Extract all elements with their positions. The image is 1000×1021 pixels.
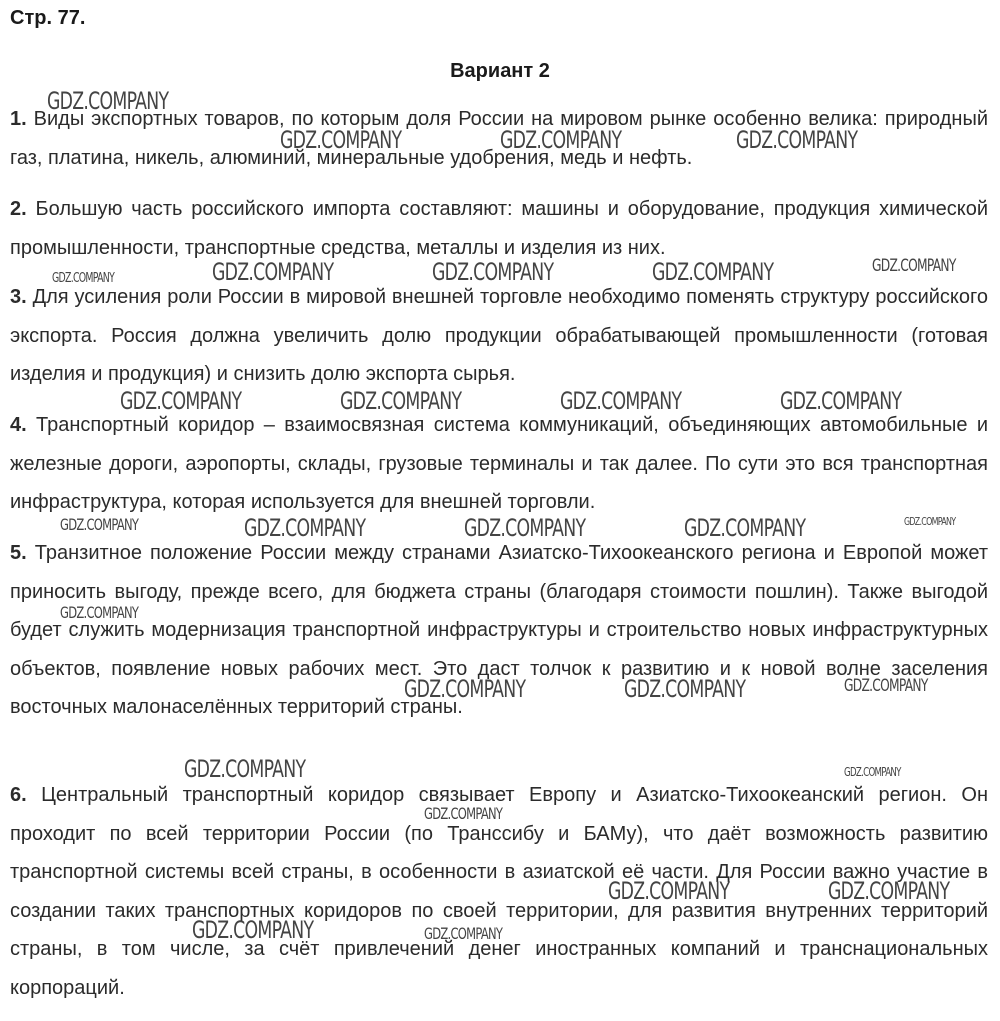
watermark: GDZ.COMPANY (424, 804, 503, 823)
answer-text: Транспортный коридор – взаимосвязная система коммуникаций, объединяющих автомобильные и железные дороги, аэропорты, склады, грузовые терминалы и так далее. По сути это вся транспортная инфраструктура, которая используется для внешней торговли. (10, 414, 988, 514)
watermark: GDZ.COMPANY (184, 755, 306, 783)
answer-number: 6. (10, 784, 27, 806)
page-label: Стр. 77. (10, 7, 86, 29)
watermark: GDZ.COMPANY (624, 675, 746, 703)
watermark: GDZ.COMPANY (404, 675, 526, 703)
watermark: GDZ.COMPANY (828, 877, 950, 905)
answer-3 (10, 278, 988, 394)
variant-title: Вариант 2 (450, 60, 550, 82)
watermark: GDZ.COMPANY (844, 676, 928, 696)
answer-4 (10, 406, 988, 522)
answer-text: Для усиления роли России в мировой внешней торговле необходимо поменять структуру российского экспорта. Россия должна увеличить долю продукции обрабатывающей промышленности (готовая изделия и продукция) и снизить долю экспорта сырья. (10, 286, 988, 386)
watermark: GDZ.COMPANY (280, 126, 402, 154)
watermark: GDZ.COMPANY (500, 126, 622, 154)
watermark: GDZ.COMPANY (52, 271, 115, 286)
watermark: GDZ.COMPANY (47, 87, 169, 115)
watermark: GDZ.COMPANY (432, 258, 554, 286)
watermark: GDZ.COMPANY (684, 514, 806, 542)
answer-text: Транзитное положение России между странами Азиатско-Тихоокеанского региона и Европой может приносить выгоду, прежде всего, для бюджета страны (благодаря стоимости пошлин). Также выгодой будет служить модернизация транспортной инфраструктуры и строительство новых инфраструктурных объектов, появление новых рабочих мест. Это даст толчок к развитию и к новой волне заселения восточных малонаселённых территорий страны. (10, 542, 988, 719)
watermark: GDZ.COMPANY (904, 515, 956, 528)
watermark: GDZ.COMPANY (244, 514, 366, 542)
watermark: GDZ.COMPANY (340, 387, 462, 415)
watermark: GDZ.COMPANY (120, 387, 242, 415)
watermark: GDZ.COMPANY (60, 515, 139, 534)
answer-number: 3. (10, 286, 27, 308)
watermark: GDZ.COMPANY (424, 924, 503, 943)
answer-6 (10, 776, 988, 1008)
watermark: GDZ.COMPANY (60, 603, 139, 622)
watermark: GDZ.COMPANY (844, 765, 901, 779)
watermark: GDZ.COMPANY (464, 514, 586, 542)
answer-number: 1. (10, 108, 27, 130)
watermark: GDZ.COMPANY (736, 126, 858, 154)
answer-2 (10, 190, 988, 267)
answer-text: Центральный транспортный коридор связывает Европу и Азиатско-Тихоокеанский регион. Он проходит по всей территории России (по Транссибу и БАМу), что даёт возможность развитию транспортной системы всей страны, в особенности в азиатской её части. Для России важно участие в создании таких транспортных коридоров по своей территории, для развития внутренних территорий страны, в том числе, за счёт привлечений денег иностранных компаний и транснациональных корпораций. (10, 784, 988, 999)
watermark: GDZ.COMPANY (872, 256, 956, 276)
answer-1 (10, 100, 988, 177)
answer-number: 4. (10, 414, 27, 436)
answer-number: 2. (10, 198, 27, 220)
answer-number: 5. (10, 542, 27, 564)
answer-text: Большую часть российского импорта составляют: машины и оборудование, продукция химической промышленности, транспортные средства, металлы и изделия из них. (10, 198, 988, 259)
answer-5 (10, 534, 988, 727)
watermark: GDZ.COMPANY (780, 387, 902, 415)
watermark: GDZ.COMPANY (560, 387, 682, 415)
watermark: GDZ.COMPANY (212, 258, 334, 286)
answer-text: Виды экспортных товаров, по которым доля России на мировом рынке особенно велика: природный газ, платина, никель, алюминий, минеральные удобрения, медь и нефть. (10, 108, 988, 169)
watermark: GDZ.COMPANY (652, 258, 774, 286)
watermark: GDZ.COMPANY (192, 916, 314, 944)
watermark: GDZ.COMPANY (608, 877, 730, 905)
